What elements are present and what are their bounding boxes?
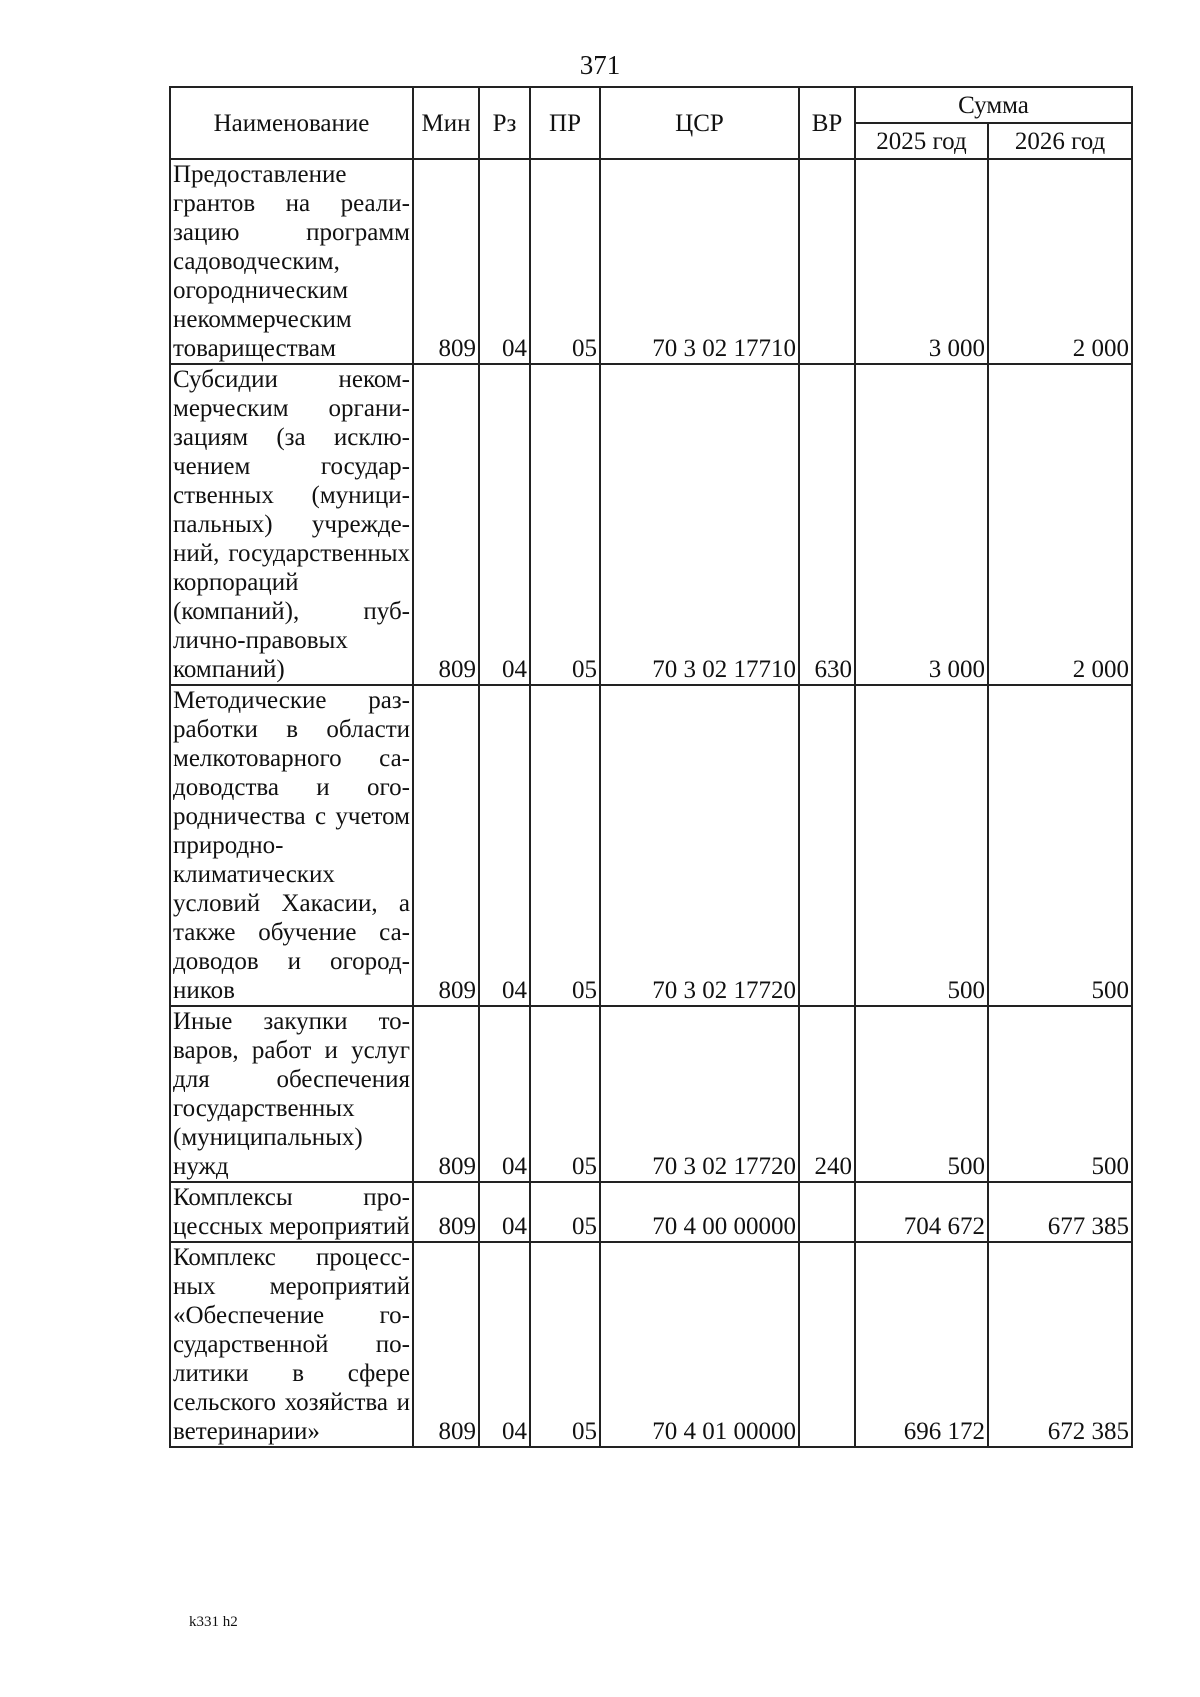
header-year-2026: 2026 год [988, 123, 1132, 159]
table-row [170, 1182, 1132, 1242]
row-name: Предоставление грантов на реализацию программ садоводческим, огородническим некоммерческим товариществам [170, 159, 413, 364]
row-vr: 630 [799, 364, 855, 685]
row-sum-2026: 500 [988, 1006, 1132, 1182]
row-rz: 04 [479, 364, 530, 685]
row-sum-2026: 500 [988, 685, 1132, 1006]
header-min: Мин [413, 87, 479, 159]
row-pr: 05 [530, 1182, 600, 1242]
row-vr [799, 1242, 855, 1447]
row-vr [799, 1182, 855, 1242]
header-pr: ПР [530, 87, 600, 159]
row-pr: 05 [530, 685, 600, 1006]
row-sum-2025: 3 000 [855, 159, 988, 364]
row-name: Комплексы процессных мероприятий [170, 1182, 413, 1242]
row-pr: 05 [530, 1242, 600, 1447]
row-rz: 04 [479, 1006, 530, 1182]
row-name: Комплекс процессных мероприятий «Обеспечение государственной политики в сфере сельского хозяйства и ветеринарии» [170, 1242, 413, 1447]
budget-table [169, 86, 1133, 1448]
row-sum-2026: 2 000 [988, 159, 1132, 364]
table-row [170, 685, 1132, 1006]
table-row [170, 159, 1132, 364]
row-vr [799, 685, 855, 1006]
table-row [170, 364, 1132, 685]
page-number: 371 [579, 50, 621, 80]
row-csr: 70 3 02 17710 [600, 159, 799, 364]
document-code: k331 h2 [189, 1614, 238, 1630]
table-row [170, 1242, 1132, 1447]
row-rz: 04 [479, 1242, 530, 1447]
row-sum-2026: 2 000 [988, 364, 1132, 685]
row-pr: 05 [530, 364, 600, 685]
row-sum-2026: 672 385 [988, 1242, 1132, 1447]
table-body [170, 159, 1132, 1447]
row-csr: 70 4 01 00000 [600, 1242, 799, 1447]
row-vr: 240 [799, 1006, 855, 1182]
row-vr [799, 159, 855, 364]
row-sum-2026: 677 385 [988, 1182, 1132, 1242]
row-name: Иные закупки товаров, работ и услуг для обеспечения государственных (муниципальных) нужд [170, 1006, 413, 1182]
row-rz: 04 [479, 1182, 530, 1242]
row-min: 809 [413, 1182, 479, 1242]
row-csr: 70 3 02 17710 [600, 364, 799, 685]
row-csr: 70 4 00 00000 [600, 1182, 799, 1242]
table-row [170, 1006, 1132, 1182]
row-sum-2025: 500 [855, 685, 988, 1006]
table-header [170, 87, 1132, 159]
header-vr: ВР [799, 87, 855, 159]
row-min: 809 [413, 1242, 479, 1447]
header-sum: Сумма [855, 87, 1132, 123]
row-name: Методические разработки в области мелкотоварного садоводства и огородничества с учетом природно-климатических условий Хакасии, а также обучение садоводов и огородников [170, 685, 413, 1006]
row-min: 809 [413, 685, 479, 1006]
row-csr: 70 3 02 17720 [600, 1006, 799, 1182]
header-csr: ЦСР [600, 87, 799, 159]
row-rz: 04 [479, 159, 530, 364]
row-sum-2025: 3 000 [855, 364, 988, 685]
row-sum-2025: 696 172 [855, 1242, 988, 1447]
row-sum-2025: 500 [855, 1006, 988, 1182]
row-rz: 04 [479, 685, 530, 1006]
row-min: 809 [413, 1006, 479, 1182]
row-min: 809 [413, 159, 479, 364]
row-pr: 05 [530, 1006, 600, 1182]
row-pr: 05 [530, 159, 600, 364]
row-min: 809 [413, 364, 479, 685]
header-year-2025: 2025 год [855, 123, 988, 159]
header-name: Наименование [170, 87, 413, 159]
row-csr: 70 3 02 17720 [600, 685, 799, 1006]
row-sum-2025: 704 672 [855, 1182, 988, 1242]
row-name: Субсидии некоммерческим организациям (за исключением государственных (муниципальных) учреждений, государственных корпораций (компаний), публично-правовых компаний) [170, 364, 413, 685]
header-rz: Рз [479, 87, 530, 159]
